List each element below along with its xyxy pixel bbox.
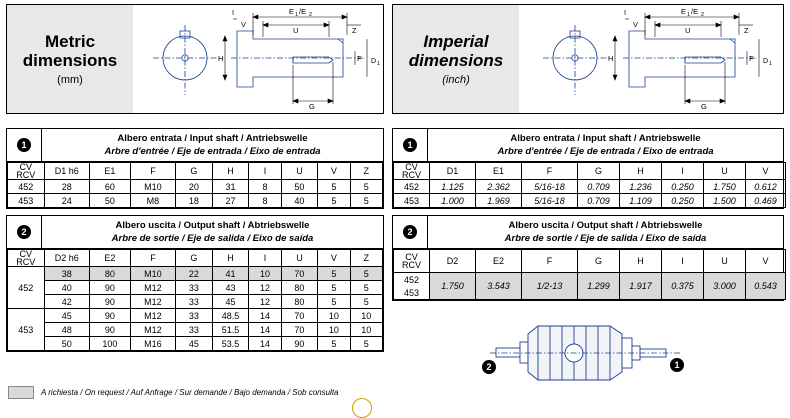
metric-output-badge-cell bbox=[7, 216, 42, 248]
cell-i: 8 bbox=[249, 180, 281, 194]
cell-v: 0.543 bbox=[746, 273, 786, 300]
svg-text:1: 1 bbox=[769, 61, 773, 67]
svg-text:E: E bbox=[681, 7, 687, 16]
svg-text:1: 1 bbox=[377, 61, 381, 67]
col-g: G bbox=[176, 163, 213, 180]
imperial-input-header-row bbox=[394, 163, 786, 180]
cell-e1: 1.969 bbox=[476, 194, 522, 208]
cell-v: 5 bbox=[318, 295, 350, 309]
svg-text:I: I bbox=[624, 8, 627, 17]
svg-text:D: D bbox=[763, 58, 769, 65]
imperial-output-header-row bbox=[394, 250, 786, 273]
cell-model-453: 453 bbox=[8, 309, 45, 351]
cell-e2: 90 bbox=[89, 281, 130, 295]
cell-cv: 453 bbox=[394, 194, 430, 208]
col-g: G bbox=[176, 250, 213, 267]
col-v: V bbox=[746, 163, 786, 180]
imperial-title-line2: dimensions bbox=[408, 51, 504, 70]
metric-input-titlebar bbox=[7, 129, 383, 162]
svg-text:U: U bbox=[293, 26, 299, 35]
cell-d1: 28 bbox=[44, 180, 89, 194]
cell-e1: 2.362 bbox=[476, 180, 522, 194]
col-cv-rcv: CV RCV bbox=[8, 163, 45, 180]
metric-input-badge-cell bbox=[7, 129, 42, 161]
cell-v: 5 bbox=[318, 337, 350, 351]
metric-input-shaft-table bbox=[6, 128, 384, 209]
imperial-header-box bbox=[392, 4, 784, 114]
cell-z: 5 bbox=[350, 281, 382, 295]
cell-v: 10 bbox=[318, 309, 350, 323]
col-d1: D1 h6 bbox=[44, 163, 89, 180]
cell-h: 1.917 bbox=[620, 273, 662, 300]
metric-shaft-drawing bbox=[133, 5, 383, 113]
col-e2: E2 bbox=[476, 250, 522, 273]
imperial-input-badge-cell bbox=[393, 129, 428, 161]
cell-e2: 90 bbox=[89, 323, 130, 337]
cell-i: 14 bbox=[249, 337, 281, 351]
col-g: G bbox=[578, 163, 620, 180]
cell-f: M16 bbox=[130, 337, 175, 351]
cell-u: 80 bbox=[281, 295, 318, 309]
imperial-output-titlebar bbox=[393, 216, 783, 249]
badge-2-icon: 2 bbox=[403, 225, 417, 239]
cell-d2: 50 bbox=[44, 337, 89, 351]
imperial-input-grid bbox=[393, 162, 786, 208]
imperial-output-grid bbox=[393, 249, 786, 300]
metric-input-grid bbox=[7, 162, 383, 208]
cell-d2: 45 bbox=[44, 309, 89, 323]
col-e1: E1 bbox=[89, 163, 130, 180]
svg-text:V: V bbox=[241, 20, 247, 29]
metric-output-shaft-table bbox=[6, 215, 384, 352]
svg-text:V: V bbox=[633, 20, 639, 29]
cell-h: 48.5 bbox=[212, 309, 249, 323]
cell-v: 5 bbox=[318, 194, 350, 208]
metric-title bbox=[7, 5, 133, 113]
col-v: V bbox=[318, 163, 350, 180]
cell-d1: 1.125 bbox=[430, 180, 476, 194]
cell-f: M10 bbox=[130, 180, 175, 194]
cell-f: M10 bbox=[130, 267, 175, 281]
cell-h: 1.109 bbox=[620, 194, 662, 208]
cell-e2: 100 bbox=[89, 337, 130, 351]
table-row bbox=[8, 337, 383, 351]
col-d1: D1 bbox=[430, 163, 476, 180]
metric-input-title bbox=[42, 129, 383, 161]
col-cv-rcv: CV RCV bbox=[394, 163, 430, 180]
cell-v: 5 bbox=[318, 281, 350, 295]
table-row bbox=[394, 180, 786, 194]
metric-title-line2: dimensions bbox=[22, 51, 118, 70]
col-cv-rcv: CV RCV bbox=[8, 250, 45, 267]
imperial-title-unit: (inch) bbox=[442, 74, 470, 86]
cell-e2: 80 bbox=[89, 267, 130, 281]
table-row bbox=[8, 281, 383, 295]
cell-i: 0.250 bbox=[662, 194, 704, 208]
cell-v: 0.612 bbox=[746, 180, 786, 194]
imperial-output-badge-cell bbox=[393, 216, 428, 248]
col-u: U bbox=[281, 250, 318, 267]
cell-u: 40 bbox=[281, 194, 318, 208]
cell-model-452: 452 bbox=[8, 267, 45, 309]
cell-g: 0.709 bbox=[578, 180, 620, 194]
cell-e1: 60 bbox=[89, 180, 130, 194]
svg-text:F: F bbox=[749, 54, 754, 63]
cell-g: 18 bbox=[176, 194, 213, 208]
col-i: I bbox=[662, 163, 704, 180]
cell-u: 70 bbox=[281, 323, 318, 337]
imperial-input-title-row1: Albero entrata / Input shaft / Antriebswelle bbox=[510, 133, 701, 144]
col-h: H bbox=[212, 163, 249, 180]
col-e2: E2 bbox=[89, 250, 130, 267]
cell-g: 33 bbox=[176, 323, 213, 337]
cell-i: 14 bbox=[249, 309, 281, 323]
imperial-output-title-row1: Albero uscita / Output shaft / Abtriebswelle bbox=[508, 220, 703, 231]
svg-text:F: F bbox=[357, 54, 362, 63]
col-e1: E1 bbox=[476, 163, 522, 180]
metric-output-title bbox=[42, 216, 383, 248]
cell-z: 10 bbox=[350, 309, 382, 323]
svg-text:D: D bbox=[371, 58, 377, 65]
cell-z: 5 bbox=[350, 194, 382, 208]
imperial-output-title-row2: Arbre de sortie / Eje de salida / Eixo de saída bbox=[504, 233, 707, 244]
cell-f: M12 bbox=[130, 281, 175, 295]
col-i: I bbox=[249, 250, 281, 267]
imperial-output-title bbox=[428, 216, 783, 248]
table-row bbox=[8, 194, 383, 208]
imperial-input-shaft-table bbox=[392, 128, 784, 209]
cell-u: 80 bbox=[281, 281, 318, 295]
cell-f: 5/16-18 bbox=[522, 180, 578, 194]
cell-d2: 40 bbox=[44, 281, 89, 295]
col-h: H bbox=[212, 250, 249, 267]
cell-f: M8 bbox=[130, 194, 175, 208]
cell-e2: 3.543 bbox=[476, 273, 522, 300]
cell-g: 1.299 bbox=[578, 273, 620, 300]
cell-model-452: 452 bbox=[394, 273, 430, 287]
metric-output-title-row2: Arbre de sortie / Eje de salida / Eixo de saída bbox=[111, 233, 314, 244]
badge-1-icon: 1 bbox=[17, 138, 31, 152]
imperial-input-titlebar bbox=[393, 129, 783, 162]
cell-g: 45 bbox=[176, 337, 213, 351]
imperial-input-title bbox=[428, 129, 783, 161]
cell-h: 53.5 bbox=[212, 337, 249, 351]
col-v: V bbox=[746, 250, 786, 273]
cell-h: 45 bbox=[212, 295, 249, 309]
col-f: F bbox=[522, 163, 578, 180]
col-i: I bbox=[662, 250, 704, 273]
svg-text:Z: Z bbox=[744, 26, 749, 35]
metric-output-grid bbox=[7, 249, 383, 351]
cell-i: 0.375 bbox=[662, 273, 704, 300]
table-row bbox=[8, 295, 383, 309]
cell-g: 33 bbox=[176, 295, 213, 309]
cell-i: 0.250 bbox=[662, 180, 704, 194]
svg-text:I: I bbox=[232, 8, 235, 17]
legend-text: A richiesta / On request / Auf Anfrage / Sur demande / Bajo demanda / Sob consulta bbox=[41, 388, 339, 397]
table-row bbox=[8, 309, 383, 323]
svg-text:U: U bbox=[685, 26, 691, 35]
svg-text:2: 2 bbox=[309, 12, 313, 18]
cell-h: 41 bbox=[212, 267, 249, 281]
cell-e1: 50 bbox=[89, 194, 130, 208]
table-row bbox=[394, 194, 786, 208]
badge-1-icon: 1 bbox=[403, 138, 417, 152]
cell-d2: 38 bbox=[44, 267, 89, 281]
col-z: Z bbox=[350, 163, 382, 180]
cell-d1: 1.000 bbox=[430, 194, 476, 208]
metric-output-title-row1: Albero uscita / Output shaft / Abtriebswelle bbox=[115, 220, 310, 231]
cell-g: 22 bbox=[176, 267, 213, 281]
svg-text:1: 1 bbox=[687, 12, 691, 18]
cell-i: 14 bbox=[249, 323, 281, 337]
legend-swatch bbox=[8, 386, 34, 399]
cell-d2: 1.750 bbox=[430, 273, 476, 300]
metric-input-header-row bbox=[8, 163, 383, 180]
cell-f: M12 bbox=[130, 309, 175, 323]
metric-output-titlebar bbox=[7, 216, 383, 249]
col-u: U bbox=[281, 163, 318, 180]
svg-text:G: G bbox=[701, 102, 707, 111]
svg-text:2: 2 bbox=[701, 12, 705, 18]
cell-d1: 24 bbox=[44, 194, 89, 208]
col-g: G bbox=[578, 250, 620, 273]
cell-d2: 48 bbox=[44, 323, 89, 337]
table-row bbox=[8, 267, 383, 281]
legend bbox=[8, 386, 339, 399]
imperial-shaft-drawing bbox=[519, 5, 783, 113]
svg-text:H: H bbox=[218, 54, 224, 63]
table-row bbox=[8, 323, 383, 337]
cell-model-453: 453 bbox=[394, 286, 430, 300]
cell-z: 5 bbox=[350, 180, 382, 194]
metric-title-unit: (mm) bbox=[57, 74, 83, 86]
cell-e2: 90 bbox=[89, 309, 130, 323]
cell-h: 1.236 bbox=[620, 180, 662, 194]
cell-g: 33 bbox=[176, 309, 213, 323]
svg-text:G: G bbox=[309, 102, 315, 111]
cell-z: 10 bbox=[350, 323, 382, 337]
cell-f: M12 bbox=[130, 295, 175, 309]
cell-f: 1/2-13 bbox=[522, 273, 578, 300]
svg-text:E: E bbox=[289, 7, 295, 16]
imperial-input-title-row2: Arbre d'entrée / Eje de entrada / Eixo de entrada bbox=[497, 146, 714, 157]
cell-g: 20 bbox=[176, 180, 213, 194]
cell-cv: 453 bbox=[8, 194, 45, 208]
svg-text:H: H bbox=[608, 54, 614, 63]
imperial-title-line1: Imperial bbox=[423, 32, 489, 51]
metric-input-title-row1: Albero entrata / Input shaft / Antriebswelle bbox=[117, 133, 308, 144]
cell-h: 31 bbox=[212, 180, 249, 194]
col-u: U bbox=[704, 250, 746, 273]
svg-text:Z: Z bbox=[352, 26, 357, 35]
col-v: V bbox=[318, 250, 350, 267]
svg-text:/E: /E bbox=[691, 7, 699, 16]
badge-2-icon: 2 bbox=[17, 225, 31, 239]
svg-text:1: 1 bbox=[295, 12, 299, 18]
cell-z: 5 bbox=[350, 337, 382, 351]
cell-g: 0.709 bbox=[578, 194, 620, 208]
cell-u: 70 bbox=[281, 309, 318, 323]
col-h: H bbox=[620, 250, 662, 273]
col-f: F bbox=[130, 163, 175, 180]
svg-text:/E: /E bbox=[299, 7, 307, 16]
cell-i: 12 bbox=[249, 295, 281, 309]
cell-i: 8 bbox=[249, 194, 281, 208]
cell-u: 90 bbox=[281, 337, 318, 351]
cell-z: 5 bbox=[350, 267, 382, 281]
cell-i: 12 bbox=[249, 281, 281, 295]
cell-v: 10 bbox=[318, 323, 350, 337]
cell-u: 70 bbox=[281, 267, 318, 281]
cell-u: 50 bbox=[281, 180, 318, 194]
col-cv-rcv: CV RCV bbox=[394, 250, 430, 273]
cell-d2: 42 bbox=[44, 295, 89, 309]
col-f: F bbox=[522, 250, 578, 273]
badge-2-icon: 2 bbox=[482, 360, 496, 374]
table-row bbox=[8, 180, 383, 194]
cell-i: 10 bbox=[249, 267, 281, 281]
cell-v: 0.469 bbox=[746, 194, 786, 208]
cell-cv: 452 bbox=[394, 180, 430, 194]
cell-e2: 90 bbox=[89, 295, 130, 309]
imperial-title bbox=[393, 5, 519, 113]
cell-h: 27 bbox=[212, 194, 249, 208]
gearbox-illustration bbox=[486, 312, 680, 394]
cell-u: 1.500 bbox=[704, 194, 746, 208]
page-corner-mark bbox=[352, 398, 372, 418]
cell-f: M12 bbox=[130, 323, 175, 337]
cell-v: 5 bbox=[318, 267, 350, 281]
col-z: Z bbox=[350, 250, 382, 267]
badge-1-icon: 1 bbox=[670, 358, 684, 372]
col-i: I bbox=[249, 163, 281, 180]
cell-u: 1.750 bbox=[704, 180, 746, 194]
cell-g: 33 bbox=[176, 281, 213, 295]
cell-h: 43 bbox=[212, 281, 249, 295]
col-u: U bbox=[704, 163, 746, 180]
cell-u: 3.000 bbox=[704, 273, 746, 300]
col-f: F bbox=[130, 250, 175, 267]
cell-h: 51.5 bbox=[212, 323, 249, 337]
cell-f: 5/16-18 bbox=[522, 194, 578, 208]
metric-input-title-row2: Arbre d'entrée / Eje de entrada / Eixo de entrada bbox=[104, 146, 321, 157]
col-d2: D2 bbox=[430, 250, 476, 273]
cell-z: 5 bbox=[350, 295, 382, 309]
cell-cv: 452 bbox=[8, 180, 45, 194]
imperial-output-shaft-table bbox=[392, 215, 784, 301]
metric-title-line1: Metric bbox=[44, 32, 96, 51]
metric-header-box bbox=[6, 4, 384, 114]
table-row bbox=[394, 273, 786, 287]
col-d2: D2 h6 bbox=[44, 250, 89, 267]
cell-v: 5 bbox=[318, 180, 350, 194]
col-h: H bbox=[620, 163, 662, 180]
